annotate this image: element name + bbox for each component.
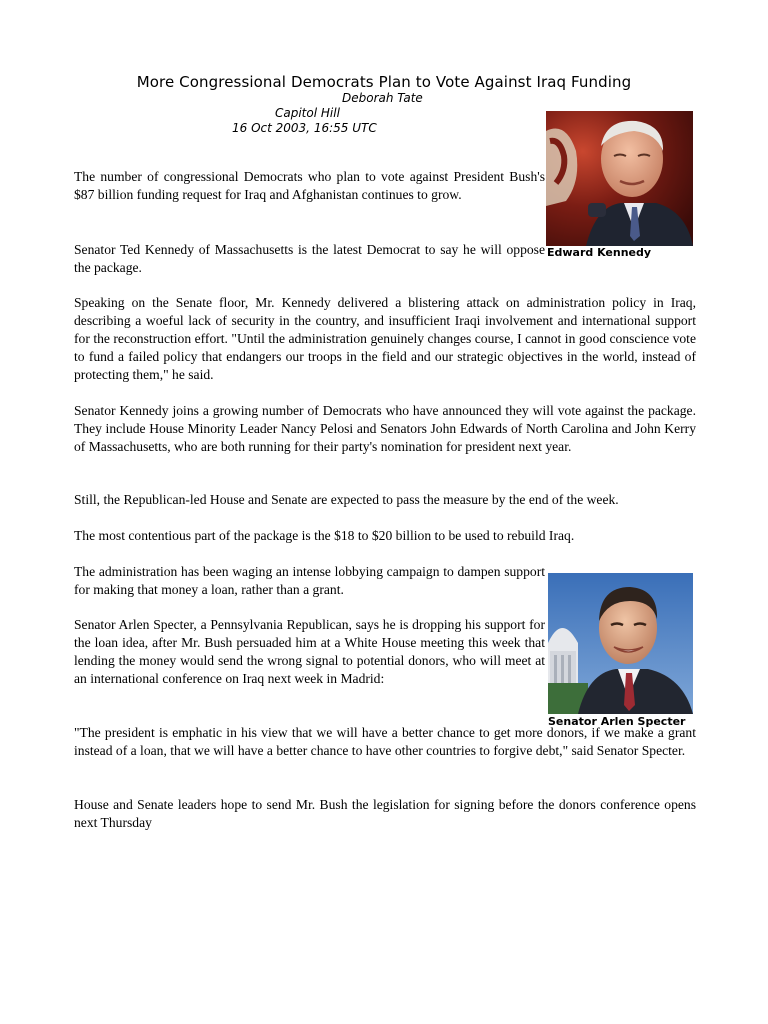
article-location: Capitol Hill xyxy=(275,106,340,120)
paragraph-9: "The president is emphatic in his view that we will have a better chance to get more donors, if we make a grant instead of a loan, that we will have a better chance to have other countries to forgive debt," said Senator Specter. xyxy=(74,725,696,758)
kennedy-photo xyxy=(546,111,693,246)
specter-photo xyxy=(548,573,693,714)
paragraph-3: Speaking on the Senate floor, Mr. Kennedy delivered a blistering attack on administration policy in Iraq, describing a woeful lack of security in the country, and insufficient Iraqi involvement and international support for the reconstruction effort. "Until the administration genuinely changes course, I cannot in good conscience vote to fund a failed policy that endangers our troops in the field and our strategic objectives in the world, instead of protecting them," he said. xyxy=(74,295,696,382)
paragraph-2: Senator Ted Kennedy of Massachusetts is the latest Democrat to say he will oppose the package. xyxy=(74,242,545,275)
paragraph-5: Still, the Republican-led House and Senate are expected to pass the measure by the end of the week. xyxy=(74,492,619,507)
paragraph-6: The most contentious part of the package is the $18 to $20 billion to be used to rebuild Iraq. xyxy=(74,528,575,543)
paragraph-8: Senator Arlen Specter, a Pennsylvania Republican, says he is dropping his support for the loan idea, after Mr. Bush persuaded him at a White House meeting this week that lending the money would send the wrong signal to potential donors, who will meet at an international conference on Iraq next week in Madrid: xyxy=(74,617,545,686)
article-dateline: 16 Oct 2003, 16:55 UTC xyxy=(232,121,377,135)
kennedy-caption: Edward Kennedy xyxy=(547,246,652,259)
article-author: Deborah Tate xyxy=(342,91,423,105)
paragraph-10: House and Senate leaders hope to send Mr. Bush the legislation for signing before the donors conference opens next Thursday xyxy=(74,797,696,830)
paragraph-4: Senator Kennedy joins a growing number of Democrats who have announced they will vote against the package. They include House Minority Leader Nancy Pelosi and Senators John Edwards of North Carolina and John Kerry of Massachusetts, who are both running for their party's nomination for president next year. xyxy=(74,403,696,454)
paragraph-7: The administration has been waging an intense lobbying campaign to dampen support for making that money a loan, rather than a grant. xyxy=(74,564,545,597)
specter-caption: Senator Arlen Specter xyxy=(548,715,686,728)
paragraph-1: The number of congressional Democrats who plan to vote against President Bush's $87 billion funding request for Iraq and Afghanistan continues to grow. xyxy=(74,169,545,202)
article-title: More Congressional Democrats Plan to Vote Against Iraq Funding xyxy=(136,73,632,91)
